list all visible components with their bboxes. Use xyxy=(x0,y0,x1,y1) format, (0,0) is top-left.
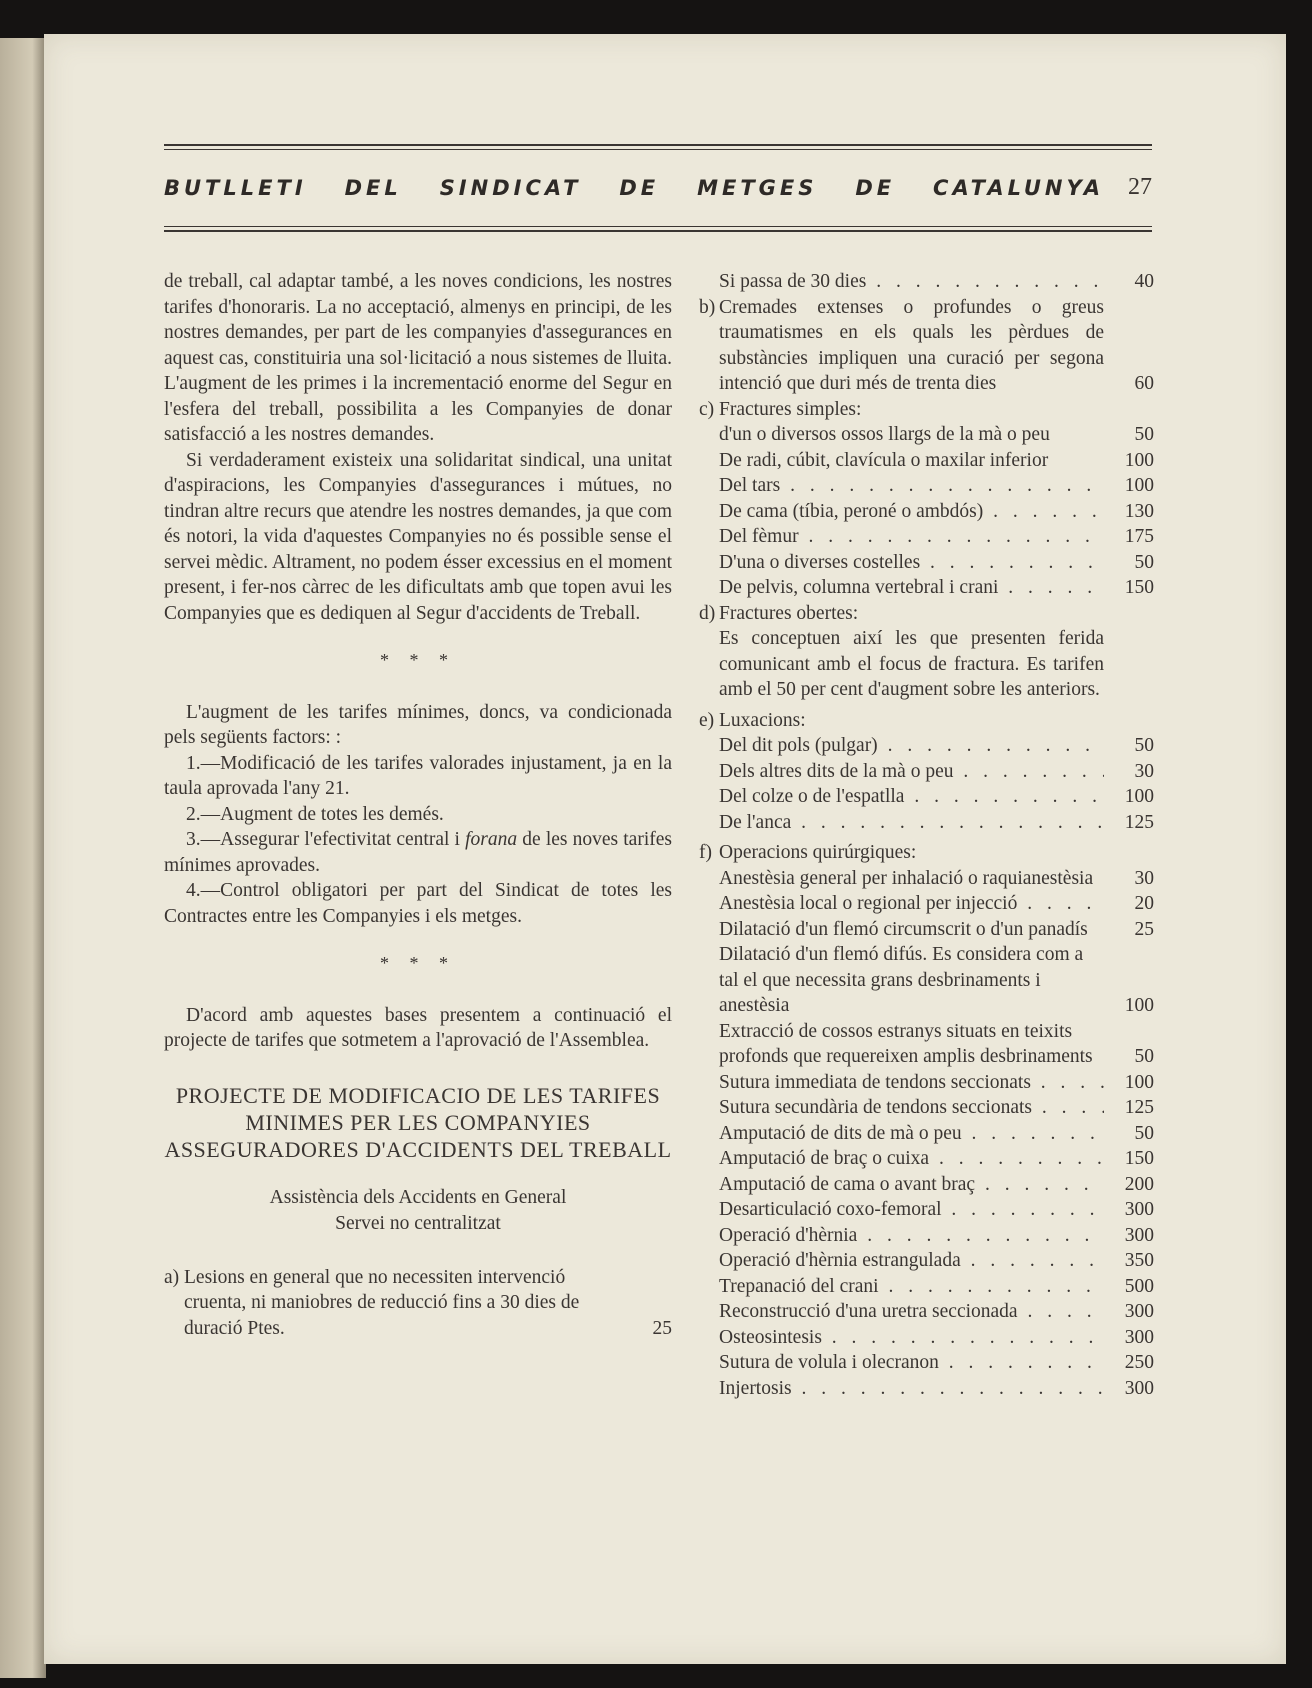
tariff-row xyxy=(699,1019,1154,1070)
tariff-row xyxy=(699,1121,1154,1147)
tariff-label: Sutura de volula i olecranon . . . xyxy=(699,1350,1104,1376)
tariff-value: 300 xyxy=(1124,1301,1154,1322)
tariff-row xyxy=(699,1376,1154,1402)
tariff-row xyxy=(699,866,1154,892)
previous-page-edge xyxy=(0,38,46,1678)
header-rule-top-thin xyxy=(164,149,1152,150)
tariff-label: Operació d'hèrnia . . . xyxy=(699,1223,1104,1249)
tariff-value: 50 xyxy=(1134,735,1154,756)
title-word: METGES xyxy=(697,176,818,200)
tariff-value: 40 xyxy=(1134,271,1154,292)
tariff-label: Anestèsia local o regional per injecció . . . xyxy=(699,891,1104,917)
tariff-row xyxy=(699,733,1154,759)
tariff-value: 50 xyxy=(1134,1122,1154,1144)
tariff-label: Osteosintesis . . . xyxy=(699,1325,1104,1351)
tariff-row xyxy=(699,422,1154,448)
section-title: Fractures simples: xyxy=(719,398,862,420)
tariff-value: 50 xyxy=(1134,1046,1154,1067)
list-item: 4.—Control obligatori per part del Sindicat de totes les Contractes entre les Companyies i els metges. xyxy=(164,880,672,927)
tariff-value: 30 xyxy=(1134,760,1154,782)
section-letter: d) xyxy=(699,602,716,624)
section-note: Es conceptuen així les que presenten ferida comunicant amb el focus de fractura. Es tarifen amb el 50 per cent d'augment sobre les anteriors. xyxy=(719,628,1104,700)
tariff-row xyxy=(699,917,1154,943)
tariff-value: 125 xyxy=(1124,1097,1154,1118)
section-title: Operacions quirúrgiques: xyxy=(719,842,917,863)
left-column xyxy=(164,269,672,1341)
surgical-operations-list xyxy=(699,866,1154,1402)
section-a xyxy=(164,1265,672,1342)
tariff-row xyxy=(699,524,1154,550)
tariff-label: Anestèsia general per inhalació o raquianestèsia xyxy=(719,867,1094,889)
tariff-value: 150 xyxy=(1124,1148,1154,1169)
tariff-label: De l'anca . . . xyxy=(699,810,1104,836)
tariff-value: 100 xyxy=(1124,995,1154,1016)
tariff-label: De pelvis, columna vertebral i crani . . . xyxy=(699,575,1104,601)
title-word: DE xyxy=(619,176,660,200)
paragraph: Si verdaderament existeix una solidaritat sindical, una unitat d'aspiracions, les Companyies d'assegurances i mútues, no tindran altre recurs que atendre les nostres demandes, ja que com és notori, la vida d'aquestes Companyies no és possible sense el servei mèdic. Altrament, no podem ésser excessius en el moment present, i fer-nos càrrec de les dificultats amb que topen avui les Companyies que es dediquen al Segur d'accidents de Treball. xyxy=(164,449,672,624)
tariff-label: De radi, cúbit, clavícula o maxilar inferior xyxy=(719,449,1049,471)
tariff-row xyxy=(699,1070,1154,1096)
paragraph: D'acord amb aquestes bases presentem a continuació el projecte de tarifes que sotmetem a l'aprovació de l'Assemblea. xyxy=(164,1004,672,1051)
item-emphasis: forana xyxy=(465,829,518,850)
section-b xyxy=(699,295,1154,397)
section-title: Fractures obertes: xyxy=(719,602,859,624)
tariff-value: 130 xyxy=(1124,500,1154,522)
header-rule-bottom xyxy=(164,230,1152,232)
tariff-value: 300 xyxy=(1124,1199,1154,1220)
tariff-value: 50 xyxy=(1134,551,1154,573)
tariff-row xyxy=(699,1197,1154,1223)
tariff-label: Del dit pols (pulgar) . . . xyxy=(699,733,1104,759)
tariff-label: Del fèmur . . . xyxy=(699,524,1104,550)
tariff-row xyxy=(699,499,1154,525)
title-word: BUTLLETI xyxy=(164,176,307,200)
tariff-row xyxy=(699,784,1154,810)
list-item: 2.—Augment de totes les demés. xyxy=(186,803,444,825)
section-c xyxy=(699,397,1154,423)
section-letter: f) xyxy=(699,842,712,863)
journal-title xyxy=(164,176,1104,200)
tariff-value: 150 xyxy=(1124,577,1154,598)
luxations-list xyxy=(699,733,1154,835)
tariff-row xyxy=(699,1223,1154,1249)
tariff-value: 300 xyxy=(1124,1224,1154,1246)
section-text: Lesions en general que no necessiten intervenció cruenta, ni maniobres de reducció fins a 30 dies de duració Ptes. xyxy=(184,1266,580,1339)
tariff-row xyxy=(699,891,1154,917)
tariff-label: Amputació de dits de mà o peu . . . xyxy=(699,1121,1104,1147)
tariff-label: Reconstrucció d'una uretra seccionada . . . xyxy=(699,1299,1104,1325)
title-word: CATALUNYA xyxy=(933,176,1104,200)
tariff-row xyxy=(699,448,1154,474)
tariff-value: 300 xyxy=(1124,1326,1154,1348)
tariff-label: Injertosis . . . xyxy=(699,1376,1104,1402)
tariff-row xyxy=(699,759,1154,785)
section-f xyxy=(699,840,1154,866)
tariff-value: 300 xyxy=(1124,1377,1154,1399)
running-header xyxy=(164,144,1152,234)
header-rule-bottom-thin xyxy=(164,226,1152,227)
paragraph: L'augment de les tarifes mínimes, doncs, va condicionada pels següents factors: : xyxy=(164,701,672,748)
tariff-row xyxy=(699,575,1154,601)
tariff-row xyxy=(699,1172,1154,1198)
tariff-value: 50 xyxy=(1134,424,1154,445)
tariff-value: 250 xyxy=(1124,1352,1154,1373)
right-column xyxy=(699,269,1154,1401)
tariff-label: Sutura immediata de tendons seccionats . . . xyxy=(699,1070,1104,1096)
tariff-row xyxy=(699,550,1154,576)
tariff-label: Amputació de cama o avant braç . . . xyxy=(699,1172,1104,1198)
list-item xyxy=(164,827,672,878)
tariff-label: D'una o diverses costelles . . . xyxy=(699,550,1104,576)
title-word: DE xyxy=(855,176,896,200)
tariff-label: Extracció de cossos estranys situats en teixits profonds que requereixen amplis desbrinaments xyxy=(719,1020,1093,1067)
tariff-label: De cama (tíbia, peroné o ambdós) . . . xyxy=(699,499,1104,525)
section-letter: e) xyxy=(699,709,715,731)
subheading-line: Assistència dels Accidents en General xyxy=(269,1186,567,1208)
page-number: 27 xyxy=(1128,174,1152,200)
tariff-value: 100 xyxy=(1124,449,1154,471)
tariff-value: 25 xyxy=(1134,918,1154,940)
tariff-label: Operació d'hèrnia estrangulada . . . xyxy=(699,1248,1104,1274)
section-letter: b) xyxy=(699,296,716,318)
list-item: 1.—Modificació de les tarifes valorades injustament, ja en la taula aprovada l'any 21. xyxy=(164,752,672,799)
section-separator: * * * xyxy=(380,953,456,973)
tariff-label: Dilatació d'un flemó circumscrit o d'un panadís xyxy=(719,918,1088,940)
section-heading: PROJECTE DE MODIFICACIO DE LES TARIFES MINIMES PER LES COMPANYIES ASSEGURADORES D'ACCIDENTS DEL TREBALL xyxy=(164,1082,672,1162)
title-word: DEL xyxy=(344,176,402,200)
tariff-row xyxy=(699,1350,1154,1376)
tariff-label: d'un o diversos ossos llargs de la mà o peu xyxy=(719,424,1050,445)
paragraph: de treball, cal adaptar també, a les noves condicions, les nostres tarifes d'honoraris. La no acceptació, almenys en principi, de les nostres demandes, per part de les companyies d'assegurances en aquest cas, constituiria una sol·licitació a nous sistemes de lluita. L'augment de les primes i la incrementació enorme del Segur en l'esfera del treball, possibilita a les Companyies de donar satisfacció a les nostres demandes. xyxy=(164,271,672,445)
tariff-row xyxy=(699,1325,1154,1351)
section-text: Cremades extenses o profundes o greus traumatismes en els quals les pèrdues de substàncies impliquen una curació per segona intenció que duri més de trenta dies xyxy=(719,296,1104,394)
tariff-row xyxy=(699,1299,1154,1325)
item-text: de les noves tarifes mínimes aprovades. xyxy=(164,829,672,876)
tariff-row xyxy=(699,810,1154,836)
tariff-row xyxy=(699,1274,1154,1300)
tariff-label: Dilatació d'un flemó difús. Es considera com a tal el que necessita grans desbrinaments i anestèsia xyxy=(719,944,1084,1016)
section-letter: c) xyxy=(699,398,715,420)
subheading xyxy=(164,1185,672,1237)
tariff-value: 20 xyxy=(1134,893,1154,914)
tariff-label: Sutura secundària de tendons seccionats . . . xyxy=(699,1095,1104,1121)
tariff-value: 60 xyxy=(1134,373,1154,394)
tariff-row xyxy=(699,1146,1154,1172)
section-letter: a) xyxy=(164,1266,180,1288)
item-text: 3.—Assegurar l'efectivitat central i xyxy=(186,829,466,850)
tariff-row xyxy=(699,473,1154,499)
tariff-label: Del tars . . . xyxy=(699,473,1104,499)
document-page xyxy=(44,34,1286,1664)
tariff-label: Si passa de 30 dies . . . xyxy=(699,269,1104,295)
tariff-label: Desarticulació coxo-femoral . . . xyxy=(699,1197,1104,1223)
tariff-value: 350 xyxy=(1124,1250,1154,1271)
tariff-label: Trepanació del crani . . . xyxy=(699,1274,1104,1300)
title-word: SINDICAT xyxy=(439,176,582,200)
tariff-value: 25 xyxy=(652,1317,672,1339)
tariff-label: Del colze o de l'espatlla . . . xyxy=(699,784,1104,810)
section-title: Luxacions: xyxy=(719,709,806,731)
tariff-value: 175 xyxy=(1124,526,1154,547)
tariff-value: 200 xyxy=(1124,1173,1154,1195)
tariff-row xyxy=(699,1248,1154,1274)
subheading-line: Servei no centralitzat xyxy=(335,1212,501,1234)
tariff-row xyxy=(699,269,1154,295)
tariff-label: Dels altres dits de la mà o peu . . . xyxy=(699,759,1104,785)
tariff-value: 500 xyxy=(1124,1275,1154,1297)
tariff-value: 100 xyxy=(1124,1071,1154,1093)
header-rule-top xyxy=(164,144,1152,146)
tariff-value: 100 xyxy=(1124,475,1154,496)
section-separator: * * * xyxy=(380,650,456,670)
section-d xyxy=(699,601,1154,627)
tariff-row xyxy=(699,942,1154,1019)
tariff-label: Amputació de braç o cuixa . . . xyxy=(699,1146,1104,1172)
tariff-value: 30 xyxy=(1134,867,1154,889)
tariff-value: 125 xyxy=(1124,811,1154,833)
tariff-row xyxy=(699,1095,1154,1121)
fractures-simple-list xyxy=(699,422,1154,601)
tariff-value: 100 xyxy=(1124,786,1154,807)
section-e xyxy=(699,708,1154,734)
